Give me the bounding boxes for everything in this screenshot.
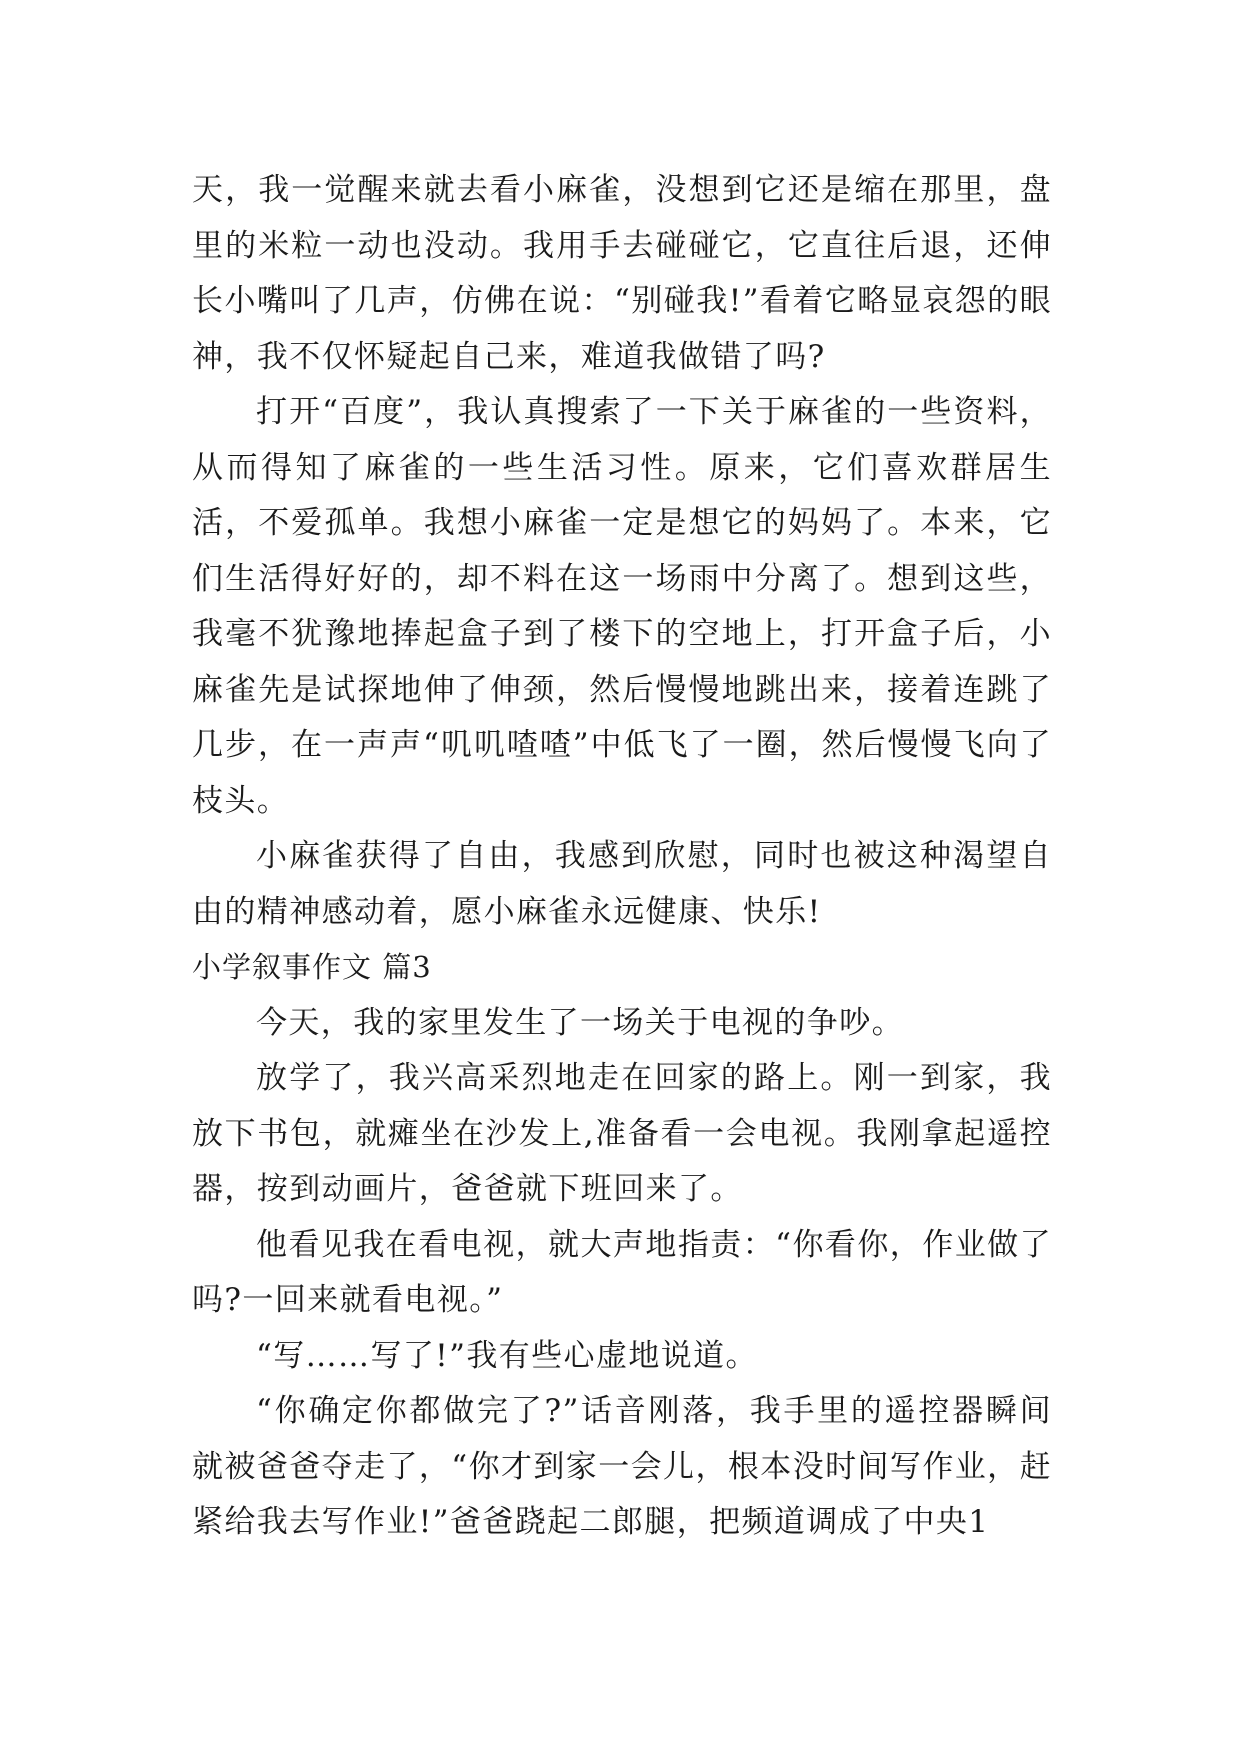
paragraph-reply: “写……写了!”我有些心虚地说道。 bbox=[256, 1337, 758, 1374]
paragraph-after-school: 放学了，我兴高采烈地走在回家的路上。刚一到家，我放下书包，就瘫坐在沙发上,准备看一会电视。我刚拿起遥控器，按到动画片，爸爸就下班回来了。 bbox=[192, 1060, 1052, 1207]
paragraph-tv-quarrel-intro: 今天，我的家里发生了一场关于电视的争吵。 bbox=[256, 1004, 904, 1041]
paragraph-sparrow-morning: 天，我一觉醒来就去看小麻雀，没想到它还是缩在那里，盘里的米粒一动也没动。我用手去碰碰它，它直往后退，还伸长小嘴叫了几声，仿佛在说：“别碰我!”看着它略显哀怨的眼神，我不仅怀疑起自己来，难道我做错了吗? bbox=[192, 172, 1052, 375]
paragraph-father-scolds: 他看见我在看电视，就大声地指责：“你看你，作业做了吗?一回来就看电视。” bbox=[192, 1226, 1052, 1318]
paragraph-baidu-search: 打开“百度”，我认真搜索了一下关于麻雀的一些资料，从而得知了麻雀的一些生活习性。原来，它们喜欢群居生活，不爱孤单。我想小麻雀一定是想它的妈妈了。本来，它们生活得好好的，却不料在这一场雨中分离了。想到这些，我毫不犹豫地捧起盒子到了楼下的空地上，打开盒子后，小麻雀先是试探地伸了伸颈，然后慢慢地跳出来，接着连跳了几步，在一声声“叽叽喳喳”中低飞了一圈，然后慢慢飞向了枝头。 bbox=[192, 394, 1052, 819]
paragraph-remote-taken: “你确定你都做完了?”话音刚落，我手里的遥控器瞬间就被爸爸夺走了，“你才到家一会儿，根本没时间写作业，赶紧给我去写作业!”爸爸跷起二郎腿，把频道调成了中央1 bbox=[192, 1393, 1052, 1540]
paragraph-sparrow-freedom: 小麻雀获得了自由，我感到欣慰，同时也被这种渴望自由的精神感动着，愿小麻雀永远健康、快乐! bbox=[192, 838, 1052, 930]
document-page bbox=[192, 163, 1052, 1551]
essay-heading: 小学叙事作文 篇3 bbox=[192, 950, 432, 984]
